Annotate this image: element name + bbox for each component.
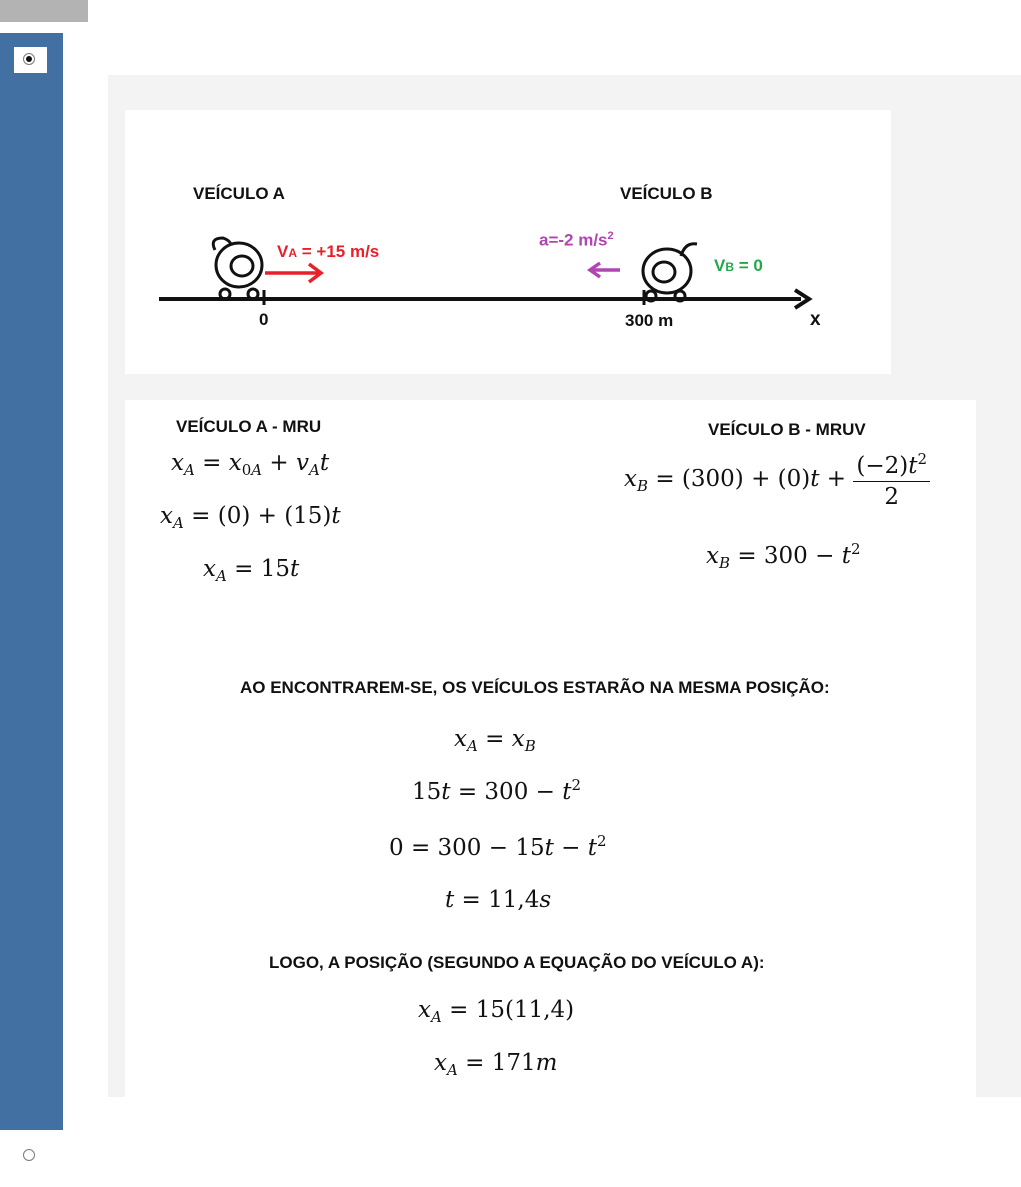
vehicles-diagram	[125, 110, 891, 374]
top-bar	[0, 0, 88, 22]
equation-b2: $x_B = 300 - t^2$	[706, 540, 861, 572]
velocity-a-arrow	[265, 264, 321, 282]
radio-selected-dot	[26, 56, 32, 62]
option-1-radio-container[interactable]	[14, 47, 47, 73]
acceleration-label: a=-2 $m/s^2$	[539, 230, 614, 250]
option-1-radio[interactable]	[23, 53, 35, 65]
vehicle-a-drawing	[213, 238, 262, 299]
velocity-b-label: VB = 0	[714, 256, 763, 275]
tick-300-label: 300 m	[625, 311, 674, 330]
equation-a2: $x_A = (0) + (15)t$	[160, 503, 341, 532]
option-2-radio-container[interactable]	[14, 1143, 47, 1169]
equation-b1: $x_B = (300) + (0)t$ + $\frac{(-2)t^2}{2}$	[624, 450, 930, 510]
vehicle-b-drawing	[643, 244, 697, 301]
vehicle-b-title: VEÍCULO B	[620, 184, 713, 203]
velocity-a-label: VA = +15 m/s	[277, 242, 380, 261]
option-2-radio[interactable]	[23, 1149, 35, 1161]
result-title: LOGO, A POSIÇÃO (SEGUNDO A EQUAÇÃO DO VEÍCULO A):	[269, 953, 765, 972]
equation-a3: $x_A = 15t$	[203, 556, 300, 585]
equation-r1: $x_A = 15(11,4)$	[418, 997, 575, 1026]
acceleration-arrow	[590, 263, 620, 277]
vehicle-a-title: VEÍCULO A	[193, 184, 285, 203]
vehicle-a-mru-title: VEÍCULO A - MRU	[176, 417, 322, 436]
solution-sheet	[125, 400, 976, 1097]
sidebar	[0, 33, 63, 1130]
equation-r2: $x_A = 171m$	[434, 1050, 558, 1079]
vehicle-b-mruv-title: VEÍCULO B - MRUV	[708, 420, 866, 439]
diagram-drawing	[125, 110, 891, 374]
equation-m3: $0 = 300 - 15t - t^2$	[389, 832, 607, 861]
equation-m2: $15t = 300 - t^2$	[412, 776, 582, 805]
equation-a1: $x_A = x_{0A} + v_At$	[171, 450, 330, 479]
tick-zero-label: 0	[259, 310, 269, 329]
axis-x-label: x	[810, 309, 821, 330]
equation-m4: t = 11,4s	[445, 887, 552, 913]
equation-m1: $x_A = x_B$	[454, 726, 536, 755]
meeting-title: AO ENCONTRAREM-SE, OS VEÍCULOS ESTARÃO NA MESMA POSIÇÃO:	[240, 678, 830, 697]
